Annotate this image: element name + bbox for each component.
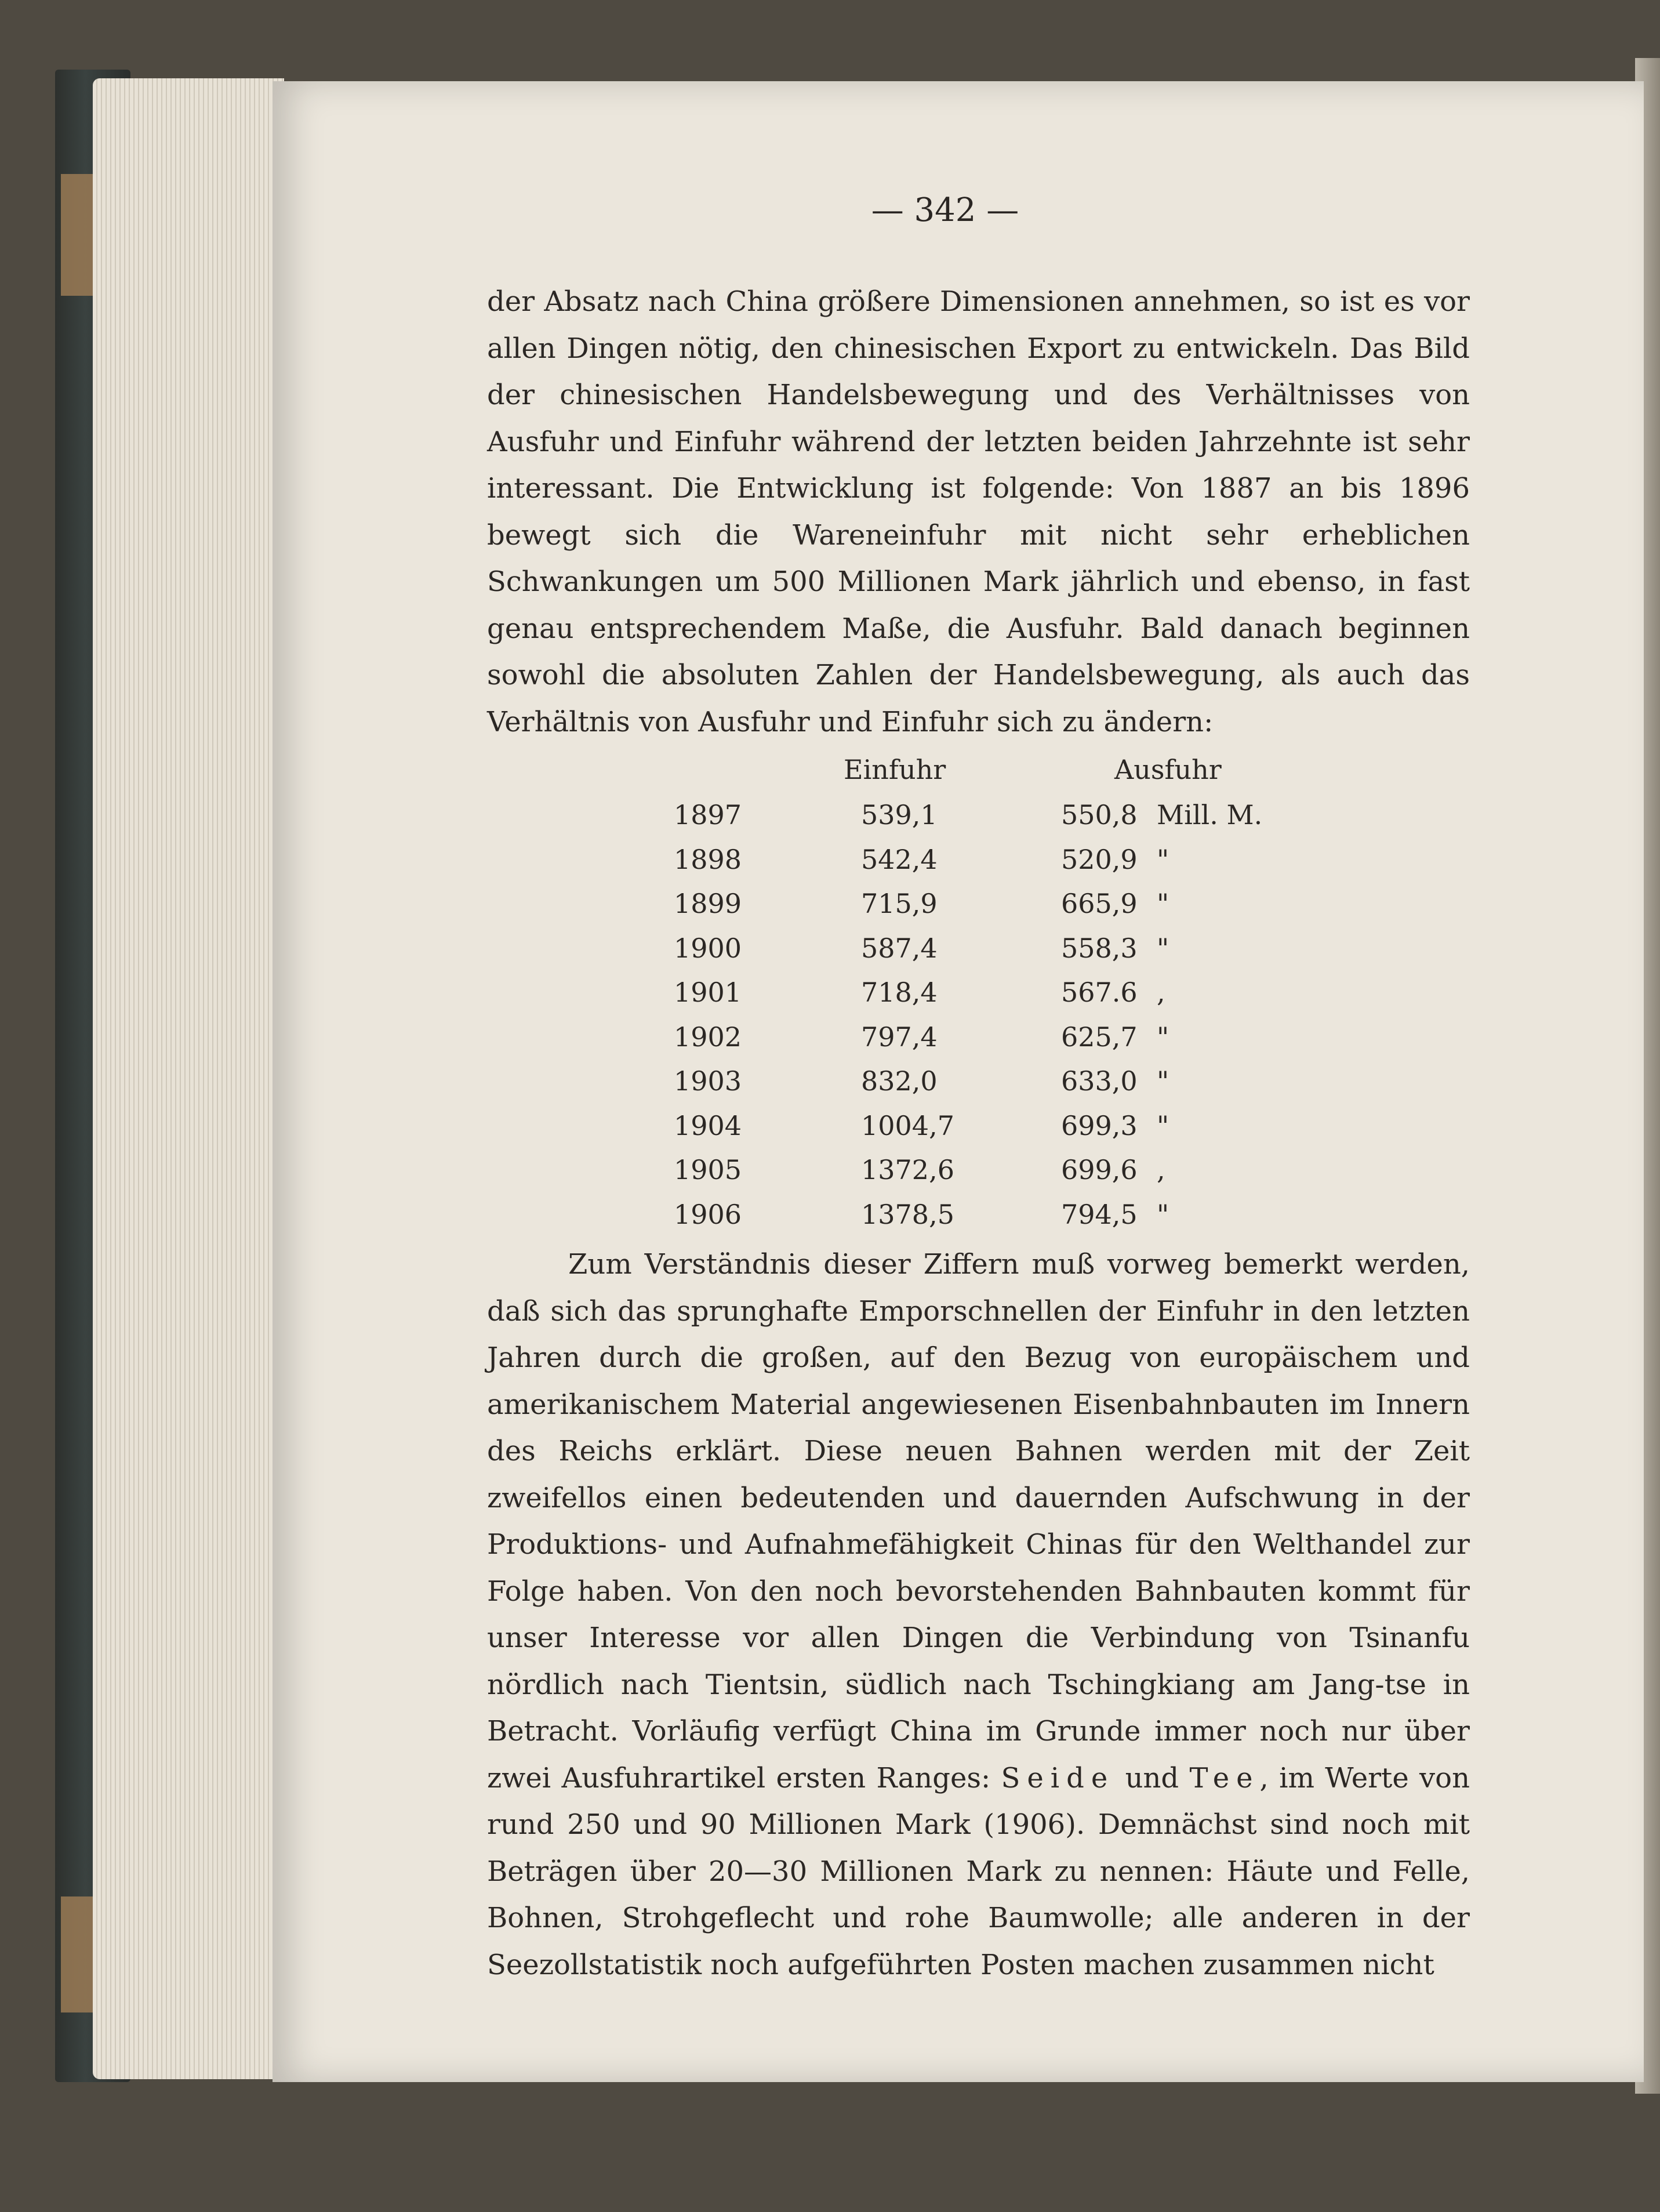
export-cell: 633,0 [1061, 1065, 1138, 1097]
unit-cell: " [1157, 1109, 1169, 1141]
export-cell: 567.6 [1061, 977, 1138, 1008]
export-cell: 550,8 [1061, 799, 1138, 831]
year-cell: 1903 [674, 1065, 742, 1097]
table-header-row [487, 754, 1470, 799]
unit-cell: , [1157, 1154, 1165, 1185]
page-edges [93, 78, 284, 2079]
year-cell: 1905 [674, 1154, 742, 1185]
year-cell: 1897 [674, 799, 742, 831]
unit-cell: " [1157, 1021, 1169, 1053]
table-row [487, 844, 1470, 889]
table-row [487, 1199, 1470, 1243]
import-cell: 797,4 [861, 1021, 938, 1053]
unit-cell: " [1157, 932, 1169, 964]
export-item-tea: Tee [1189, 1761, 1260, 1794]
trade-table [487, 754, 1470, 1243]
table-row [487, 933, 1470, 977]
connector-word: und [1125, 1761, 1179, 1794]
table-row [487, 1021, 1470, 1066]
paragraph-bottom [487, 1241, 1470, 1988]
import-cell: 1004,7 [861, 1109, 954, 1141]
export-cell: 625,7 [1061, 1021, 1138, 1053]
year-cell: 1902 [674, 1021, 742, 1053]
export-cell: 794,5 [1061, 1198, 1138, 1230]
import-cell: 539,1 [861, 799, 938, 831]
year-cell: 1898 [674, 843, 742, 875]
header-import: Einfuhr [844, 754, 946, 785]
header-export: Ausfuhr [1114, 754, 1222, 785]
import-cell: 718,4 [861, 977, 938, 1008]
unit-cell: " [1157, 1198, 1169, 1230]
paragraph-bottom-part1: Zum Verständnis dieser Ziffern muß vorweg bemerkt werden, daß sich das sprunghafte Emporschnellen der Einfuhr in den letzten Jahren durch die großen, auf den Bezug von europäischem und amerikanischem Material angewiesenen Eisenbahnbauten im Innern des Reichs erklärt. Diese neuen Bahnen werden mit der Zeit zweifellos einen bedeutenden und dauernden Aufschwung in der Produktions- und Aufnahmefähigkeit Chinas für den Welthandel zur Folge haben. Von den noch bevorstehenden Bahnbauten kommt für unser Interesse vor allen Dingen die Verbindung von Tsinanfu nördlich nach Tientsin, südlich nach Tschingkiang am Jang-tse in Betracht. Vorläufig verfügt China im Grunde immer noch nur über zwei Ausfuhrartikel ersten Ranges: [487, 1248, 1470, 1794]
import-cell: 715,9 [861, 888, 938, 919]
import-cell: 1378,5 [861, 1198, 954, 1230]
export-cell: 699,3 [1061, 1109, 1138, 1141]
paragraph-top-text: der Absatz nach China größere Dimensionen annehmen, so ist es vor allen Dingen nötig, den chinesischen Export zu entwickeln. Das Bild der chinesischen Handelsbewegung und des Verhältnisses von Ausfuhr und Einfuhr während der letzten beiden Jahrzehnte ist sehr interessant. Die Entwicklung ist folgende: Von 1887 an bis 1896 bewegt sich die Wareneinfuhr mit nicht sehr erheblichen Schwankungen um 500 Millionen Mark jährlich und ebenso, in fast genau entsprechendem Maße, die Ausfuhr. Bald danach beginnen sowohl die absoluten Zahlen der Handelsbewegung, als auch das Verhältnis von Ausfuhr und Einfuhr sich zu ändern: [487, 285, 1470, 738]
table-row [487, 1065, 1470, 1110]
table-body [487, 799, 1470, 1243]
import-cell: 542,4 [861, 843, 938, 875]
import-cell: 1372,6 [861, 1154, 954, 1185]
year-cell: 1901 [674, 977, 742, 1008]
import-cell: 832,0 [861, 1065, 938, 1097]
table-row [487, 888, 1470, 933]
export-cell: 558,3 [1061, 932, 1138, 964]
export-cell: 699,6 [1061, 1154, 1138, 1185]
table-row [487, 799, 1470, 844]
unit-cell: Mill. M. [1157, 799, 1263, 831]
year-cell: 1899 [674, 888, 742, 919]
table-row [487, 1110, 1470, 1155]
paragraph-bottom-text [487, 1241, 1470, 1988]
unit-cell: " [1157, 888, 1169, 919]
paragraph-top [487, 278, 1470, 745]
table-row [487, 1154, 1470, 1199]
year-cell: 1906 [674, 1198, 742, 1230]
unit-cell: " [1157, 843, 1169, 875]
import-cell: 587,4 [861, 932, 938, 964]
page-number: — 342 — [871, 191, 1019, 229]
year-cell: 1904 [674, 1109, 742, 1141]
export-cell: 520,9 [1061, 843, 1138, 875]
export-item-silk: Seide [1001, 1761, 1115, 1794]
unit-cell: " [1157, 1065, 1169, 1097]
paragraph-bottom-part2: , im Werte von rund 250 und 90 Millionen Mark (1906). Demnächst sind noch mit Beträgen über 20—30 Millionen Mark zu nennen: Häute und Felle, Bohnen, Strohgeflecht und rohe Baumwolle; alle anderen in der Seezollstatistik noch aufgeführten Posten machen zusammen nicht [487, 1761, 1470, 1981]
export-cell: 665,9 [1061, 888, 1138, 919]
unit-cell: , [1157, 977, 1165, 1008]
table-row [487, 977, 1470, 1021]
year-cell: 1900 [674, 932, 742, 964]
